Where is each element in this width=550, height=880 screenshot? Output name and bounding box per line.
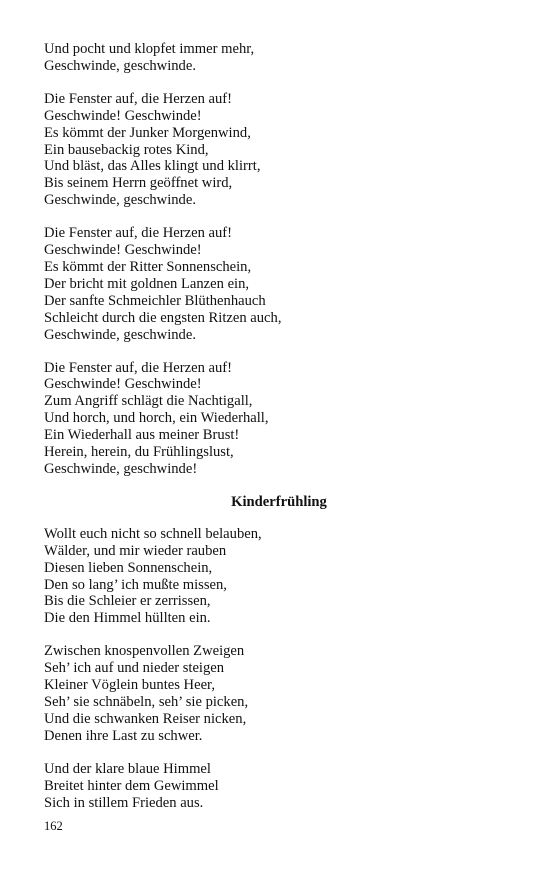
verse-line: Der sanfte Schmeichler Blüthenhauch	[44, 292, 266, 309]
verse-line: Zum Angriff schlägt die Nachtigall,	[44, 393, 253, 410]
verse-line: Breitet hinter dem Gewimmel	[44, 777, 219, 794]
verse-line: Und bläst, das Alles klingt und klirrt,	[44, 158, 261, 175]
verse-line: Die Fenster auf, die Herzen auf!	[44, 225, 233, 242]
verse-line: Geschwinde! Geschwinde!	[44, 376, 202, 393]
poem1-stanza-3	[44, 225, 514, 343]
verse-line: Geschwinde, geschwinde!	[44, 460, 198, 477]
verse-line: Den so lang’ ich mußte missen,	[44, 576, 227, 593]
verse-line: Sich in stillem Frieden aus.	[44, 794, 204, 811]
poem1-stanza-1	[44, 41, 514, 75]
verse-line: Geschwinde! Geschwinde!	[44, 242, 202, 259]
verse-line: Und der klare blaue Himmel	[44, 760, 211, 777]
poem1-stanza-2	[44, 91, 514, 209]
verse-line: Denen ihre Last zu schwer.	[44, 727, 203, 744]
poem1-stanza-4	[44, 360, 514, 478]
verse-line: Die Fenster auf, die Herzen auf!	[44, 359, 233, 376]
verse-line: Bis seinem Herrn geöffnet wird,	[44, 175, 233, 192]
verse-line: Es kömmt der Ritter Sonnenschein,	[44, 258, 252, 275]
verse-line: Kleiner Vöglein buntes Heer,	[44, 677, 215, 694]
verse-line: Herein, herein, du Frühlingslust,	[44, 444, 234, 461]
page-number: 162	[44, 819, 63, 833]
poem2-stanza-3	[44, 761, 514, 812]
verse-line: Der bricht mit goldnen Lanzen ein,	[44, 275, 250, 292]
verse-line: Es kömmt der Junker Morgenwind,	[44, 124, 251, 141]
verse-line: Geschwinde, geschwinde.	[44, 192, 196, 209]
verse-line: Geschwinde, geschwinde.	[44, 326, 196, 343]
verse-line: Wollt euch nicht so schnell belauben,	[44, 525, 262, 542]
verse-line: Geschwinde, geschwinde.	[44, 57, 196, 74]
verse-line: Die den Himmel hüllten ein.	[44, 610, 211, 627]
verse-line: Die Fenster auf, die Herzen auf!	[44, 90, 233, 107]
verse-line: Bis die Schleier er zerrissen,	[44, 593, 211, 610]
poem-title: Kinderfrühling	[231, 493, 327, 510]
verse-line: Geschwinde! Geschwinde!	[44, 107, 202, 124]
verse-line: Wälder, und mir wieder rauben	[44, 542, 227, 559]
verse-line: Ein Wiederhall aus meiner Brust!	[44, 427, 240, 444]
verse-line: Ein bausebackig rotes Kind,	[44, 141, 209, 158]
verse-line: Seh’ sie schnäbeln, seh’ sie picken,	[44, 694, 249, 710]
text-block	[44, 41, 514, 827]
verse-line: Und pocht und klopfet immer mehr,	[44, 41, 255, 57]
verse-line: Diesen lieben Sonnenschein,	[44, 559, 213, 576]
verse-line: Schleicht durch die engsten Ritzen auch,	[44, 309, 282, 326]
verse-line: Seh’ ich auf und nieder steigen	[44, 660, 225, 677]
poem2-stanza-2	[44, 643, 514, 744]
verse-line: Und die schwanken Reiser nicken,	[44, 710, 247, 727]
poem2-stanza-1	[44, 526, 514, 627]
verse-line: Und horch, und horch, ein Wiederhall,	[44, 410, 269, 427]
verse-line: Zwischen knospenvollen Zweigen	[44, 643, 245, 660]
